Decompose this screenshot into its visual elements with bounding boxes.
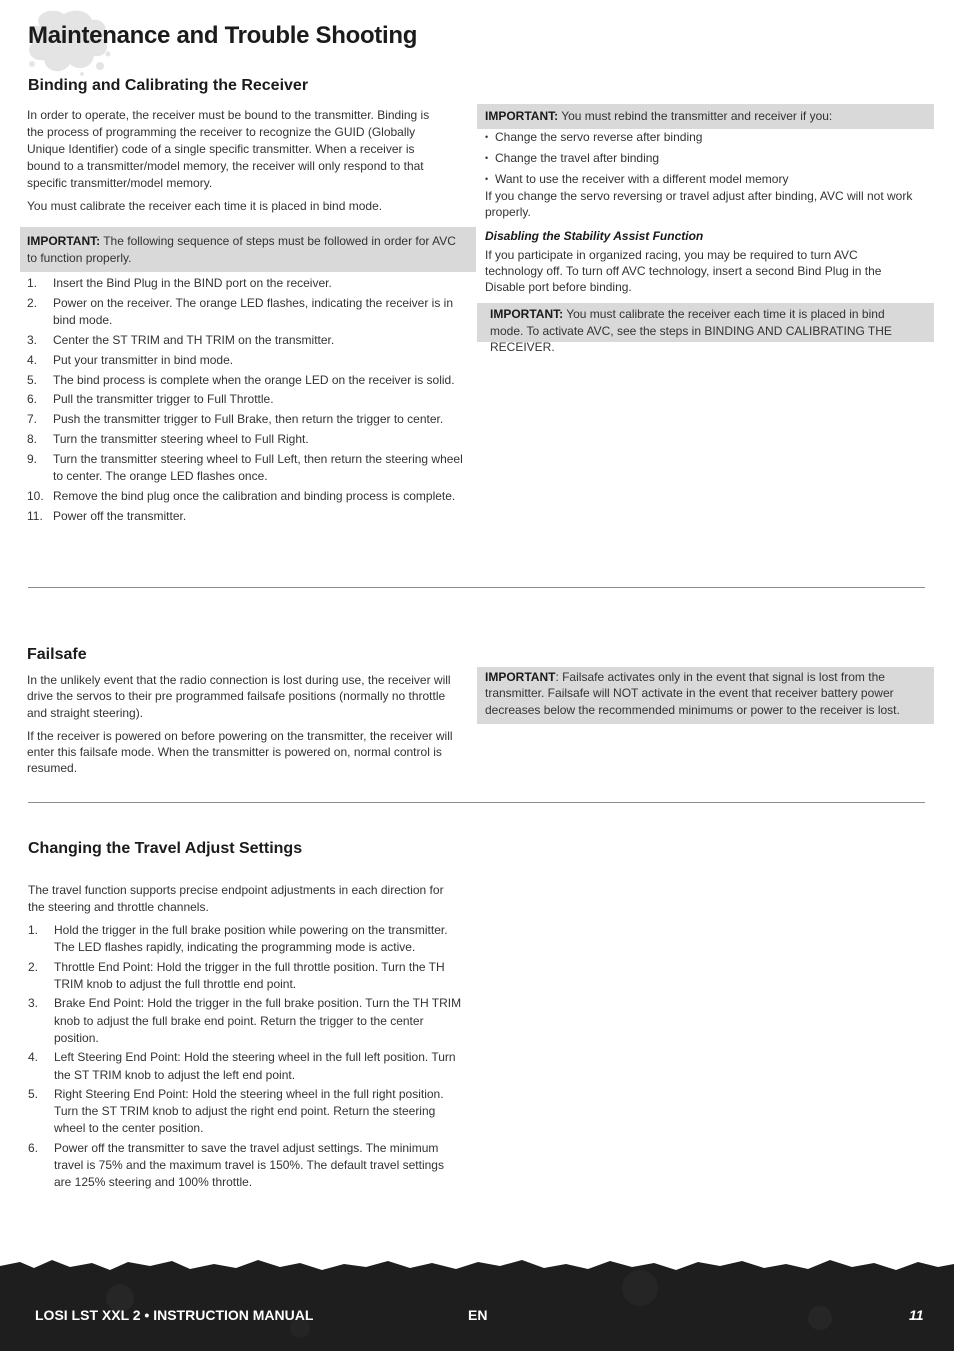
list-item: 8. Turn the transmitter steering wheel to Full Right. xyxy=(27,432,309,447)
important-text: You must rebind the transmitter and receiver if you: xyxy=(558,109,833,123)
failsafe-paragraph-2: If the receiver is powered on before powering on the transmitter, the receiver will enter this failsafe mode. When the transmitter is powered on, normal control is resumed. xyxy=(27,728,453,776)
list-item: 4. Left Steering End Point: Hold the steering wheel in the full left position. Turn the ST TRIM knob to adjust the left end point. xyxy=(28,1050,456,1082)
failsafe-important-box xyxy=(477,667,934,724)
list-item: • Want to use the receiver with a different model memory xyxy=(485,171,915,188)
failsafe-heading: Failsafe xyxy=(27,646,87,663)
binding-heading: Binding and Calibrating the Receiver xyxy=(28,77,309,94)
list-item: 4. Put your transmitter in bind mode. xyxy=(27,352,234,367)
list-item: 11. Power off the transmitter. xyxy=(27,508,187,523)
list-item: 3. Brake End Point: Hold the trigger in the full brake position. Turn the TH TRIM knob to adjust the full brake end point. Return the trigger to the center position. xyxy=(28,996,462,1045)
failsafe-paragraph-1: In the unlikely event that the radio connection is lost during use, the receiver will drive the servos to their pre programmed failsafe positions (normally no throttle and straight steering). xyxy=(27,673,451,720)
list-item: 6. Power off the transmitter to save the travel adjust settings. The minimum travel is 75% and the maximum travel is 150%. The default travel settings are 125% steering and 100% throttle. xyxy=(28,1140,444,1190)
list-item: 7. Push the transmitter trigger to Full Brake, then return the trigger to center. xyxy=(27,412,444,427)
list-item: 2. Power on the receiver. The orange LED flashes, indicating the receiver is in bind mode. xyxy=(27,295,453,328)
binding-intro: In order to operate, the receiver must be bound to the transmitter. Binding is the process of programming the receiver to recognize the GUID (Globally Unique Identifier) code of a single specific transmitter. When a receiver is bound to a transmitter/model memory, the receiver will only respond to that specific transmitter/model memory. xyxy=(27,108,430,190)
travel-steps-list xyxy=(28,922,462,1194)
binding-important-box xyxy=(20,227,476,272)
important-label: IMPORTANT xyxy=(485,670,556,684)
rebind-after-note: If you change the servo reversing or travel adjust after binding, AVC will not work properly. xyxy=(485,189,913,219)
list-item: 5. The bind process is complete when the orange LED on the receiver is solid. xyxy=(27,372,455,387)
section-divider xyxy=(28,802,925,803)
travel-heading: Changing the Travel Adjust Settings xyxy=(28,840,303,857)
important-label: IMPORTANT: xyxy=(490,307,564,321)
rebind-details xyxy=(485,129,915,295)
grunge-footer-band xyxy=(0,1258,954,1351)
calibrate-important-box xyxy=(477,303,934,354)
binding-steps-list xyxy=(27,275,467,528)
travel-intro: The travel function supports precise endpoint adjustments in each direction for the steering and throttle channels. xyxy=(28,883,444,914)
list-item: 1. Hold the trigger in the full brake position while powering on the transmitter. The LED flashes rapidly, indicating the programming mode is active. xyxy=(28,923,448,955)
disable-avc-text: If you participate in organized racing, you may be required to turn AVC technology off. To turn off AVC technology, insert a second Bind Plug in the Disable port before binding. xyxy=(485,248,882,294)
important-text: The following sequence of steps must be followed in order for AVC to function properly. xyxy=(27,234,456,265)
list-item: • Change the servo reverse after binding xyxy=(485,129,915,146)
disable-avc-subheading: Disabling the Stability Assist Function xyxy=(485,229,704,243)
list-item: 10. Remove the bind plug once the calibration and binding process is complete. xyxy=(27,489,456,504)
list-item: 3. Center the ST TRIM and TH TRIM on the transmitter. xyxy=(27,333,335,348)
important-label: IMPORTANT: xyxy=(485,109,559,123)
section-divider xyxy=(28,587,925,588)
list-item: • Change the travel after binding xyxy=(485,150,915,167)
list-item: 5. Right Steering End Point: Hold the steering wheel in the full right position. Turn the ST TRIM knob to adjust the right end point. Return the steering wheel to the center position. xyxy=(28,1087,444,1136)
page-title: Maintenance and Trouble Shooting xyxy=(28,22,418,49)
important-text: You must calibrate the receiver each time it is placed in bind mode. To activate AVC, see the steps in BINDING AND CALIBRATING THE RECEIVER. xyxy=(490,307,892,354)
list-item: 6. Pull the transmitter trigger to Full Throttle. xyxy=(27,392,274,407)
rebind-list xyxy=(485,129,915,188)
rebind-important-box xyxy=(477,104,934,129)
footer-manual-title: LOSI LST XXL 2 • INSTRUCTION MANUAL xyxy=(35,1307,314,1323)
binding-calibrate-note: You must calibrate the receiver each time it is placed in bind mode. xyxy=(27,199,383,213)
list-item: 1. Insert the Bind Plug in the BIND port on the receiver. xyxy=(27,276,332,290)
failsafe-text xyxy=(27,672,459,777)
list-item: 9. Turn the transmitter steering wheel to Full Left, then return the steering wheel to center. The orange LED flashes once. xyxy=(27,451,463,484)
important-label: IMPORTANT: xyxy=(27,234,101,248)
page-footer xyxy=(0,1258,954,1351)
binding-left-column xyxy=(27,107,447,215)
page-number: 11 xyxy=(909,1307,924,1323)
important-text: : Failsafe activates only in the event that signal is lost from the transmitter. Failsafe will NOT activate in the event that receiver battery power decreases below the recommended minimums or power to the receiver is lost. xyxy=(485,670,900,717)
list-item: 2. Throttle End Point: Hold the trigger in the full throttle position. Turn the TH TRIM knob to adjust the full throttle end point. xyxy=(28,959,445,991)
footer-language: EN xyxy=(468,1307,488,1323)
